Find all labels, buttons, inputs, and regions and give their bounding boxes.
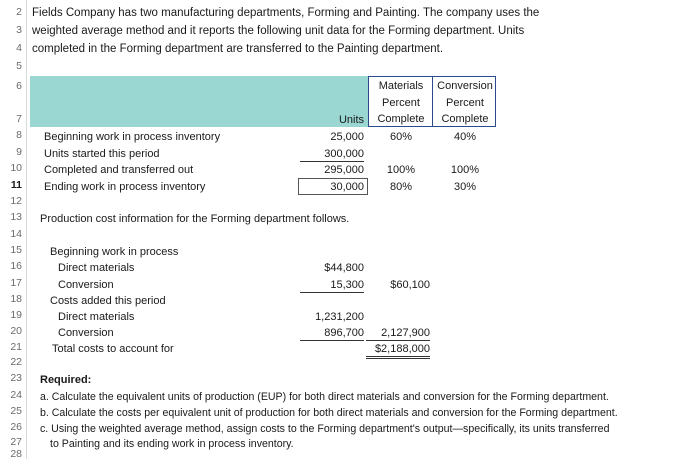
costs-added-label: Costs added this period bbox=[50, 295, 166, 307]
header-conversion-2: Percent bbox=[446, 97, 484, 109]
row-number[interactable]: 24 bbox=[10, 389, 22, 401]
row-number[interactable]: 20 bbox=[10, 325, 22, 337]
added-total-value[interactable]: 2,127,900 bbox=[366, 326, 430, 341]
unit-row-label: Ending work in process inventory bbox=[44, 181, 206, 193]
row-number[interactable]: 8 bbox=[16, 129, 22, 141]
row-number[interactable]: 3 bbox=[16, 24, 22, 36]
row-number[interactable]: 18 bbox=[10, 293, 22, 305]
added-conversion-label: Conversion bbox=[58, 327, 114, 339]
intro-line-1: Fields Company has two manufacturing departments, Forming and Painting. The company uses the bbox=[32, 7, 540, 19]
row-number[interactable]: 17 bbox=[10, 277, 22, 289]
unit-row-units[interactable]: 295,000 bbox=[324, 164, 364, 176]
row-number[interactable]: 22 bbox=[10, 356, 22, 368]
unit-row-materials[interactable]: 100% bbox=[386, 164, 416, 176]
unit-row-units[interactable]: 25,000 bbox=[330, 131, 364, 143]
conversion-label: Conversion bbox=[58, 279, 114, 291]
unit-row-materials[interactable]: 80% bbox=[389, 181, 413, 193]
row-number[interactable]: 10 bbox=[10, 162, 22, 174]
row-number[interactable]: 28 bbox=[10, 448, 22, 459]
unit-row-conversion[interactable]: 100% bbox=[450, 164, 480, 176]
required-a: a. Calculate the equivalent units of production (EUP) for both direct materials and conversion for the Forming department. bbox=[40, 391, 609, 403]
row-number[interactable]: 5 bbox=[16, 60, 22, 72]
added-direct-materials-label: Direct materials bbox=[58, 311, 135, 323]
unit-row-units[interactable]: 30,000 bbox=[330, 181, 364, 193]
header-separator bbox=[432, 76, 433, 127]
cost-section-title: Production cost information for the Forming department follows. bbox=[40, 213, 350, 225]
row-number[interactable]: 23 bbox=[10, 372, 22, 384]
beginning-wip-label: Beginning work in process bbox=[50, 246, 179, 258]
unit-row-materials[interactable]: 60% bbox=[389, 131, 413, 143]
header-units: Units bbox=[338, 114, 364, 126]
row-number-active[interactable]: 11 bbox=[10, 179, 22, 191]
unit-row-label: Units started this period bbox=[44, 148, 160, 160]
row-number[interactable]: 4 bbox=[16, 42, 22, 54]
beginning-total-value[interactable]: $60,100 bbox=[390, 279, 430, 291]
row-number[interactable]: 13 bbox=[10, 211, 22, 223]
row-number[interactable]: 16 bbox=[10, 260, 22, 272]
unit-row-label: Completed and transferred out bbox=[44, 164, 194, 176]
unit-row-label: Beginning work in process inventory bbox=[44, 131, 221, 143]
header-materials-1: Materials bbox=[378, 80, 424, 92]
intro-line-3: completed in the Forming department are transferred to the Painting department. bbox=[32, 43, 444, 55]
added-direct-materials-value[interactable]: 1,231,200 bbox=[315, 311, 364, 323]
required-title: Required: bbox=[40, 374, 92, 386]
row-number[interactable]: 2 bbox=[16, 6, 22, 18]
row-number[interactable]: 14 bbox=[10, 228, 22, 240]
row-number[interactable]: 21 bbox=[10, 341, 22, 353]
row-number[interactable]: 19 bbox=[10, 309, 22, 321]
header-conversion-3: Complete bbox=[441, 113, 489, 125]
unit-row-conversion[interactable]: 30% bbox=[453, 181, 477, 193]
direct-materials-value[interactable]: $44,800 bbox=[324, 262, 364, 274]
required-c-line-2: to Painting and its ending work in process inventory. bbox=[50, 438, 294, 450]
row-number[interactable]: 27 bbox=[10, 436, 22, 448]
row-number[interactable]: 15 bbox=[10, 244, 22, 256]
required-c-line-1: c. Using the weighted average method, assign costs to the Forming department's output—specifically, its units transferred bbox=[40, 423, 610, 435]
required-b: b. Calculate the costs per equivalent unit of production for both direct materials and conversion for the Forming department. bbox=[40, 407, 618, 419]
header-materials-3: Complete bbox=[377, 113, 425, 125]
total-costs-label: Total costs to account for bbox=[52, 343, 174, 355]
added-conversion-value[interactable]: 896,700 bbox=[300, 326, 364, 341]
row-number[interactable]: 6 bbox=[16, 80, 22, 92]
header-conversion-1: Conversion bbox=[437, 80, 493, 92]
intro-line-2: weighted average method and it reports the following unit data for the Forming department. Units bbox=[32, 25, 525, 37]
unit-row-units[interactable]: 300,000 bbox=[300, 147, 364, 162]
conversion-value[interactable]: 15,300 bbox=[300, 278, 364, 293]
row-header-divider bbox=[26, 0, 27, 459]
row-number[interactable]: 7 bbox=[16, 113, 22, 125]
unit-row-conversion[interactable]: 40% bbox=[453, 131, 477, 143]
row-number[interactable]: 26 bbox=[10, 421, 22, 433]
header-materials-2: Percent bbox=[382, 97, 420, 109]
direct-materials-label: Direct materials bbox=[58, 262, 135, 274]
row-number[interactable]: 12 bbox=[10, 195, 22, 207]
row-number[interactable]: 25 bbox=[10, 405, 22, 417]
total-costs-value[interactable]: $2,188,000 bbox=[366, 342, 430, 359]
row-number[interactable]: 9 bbox=[16, 146, 22, 158]
